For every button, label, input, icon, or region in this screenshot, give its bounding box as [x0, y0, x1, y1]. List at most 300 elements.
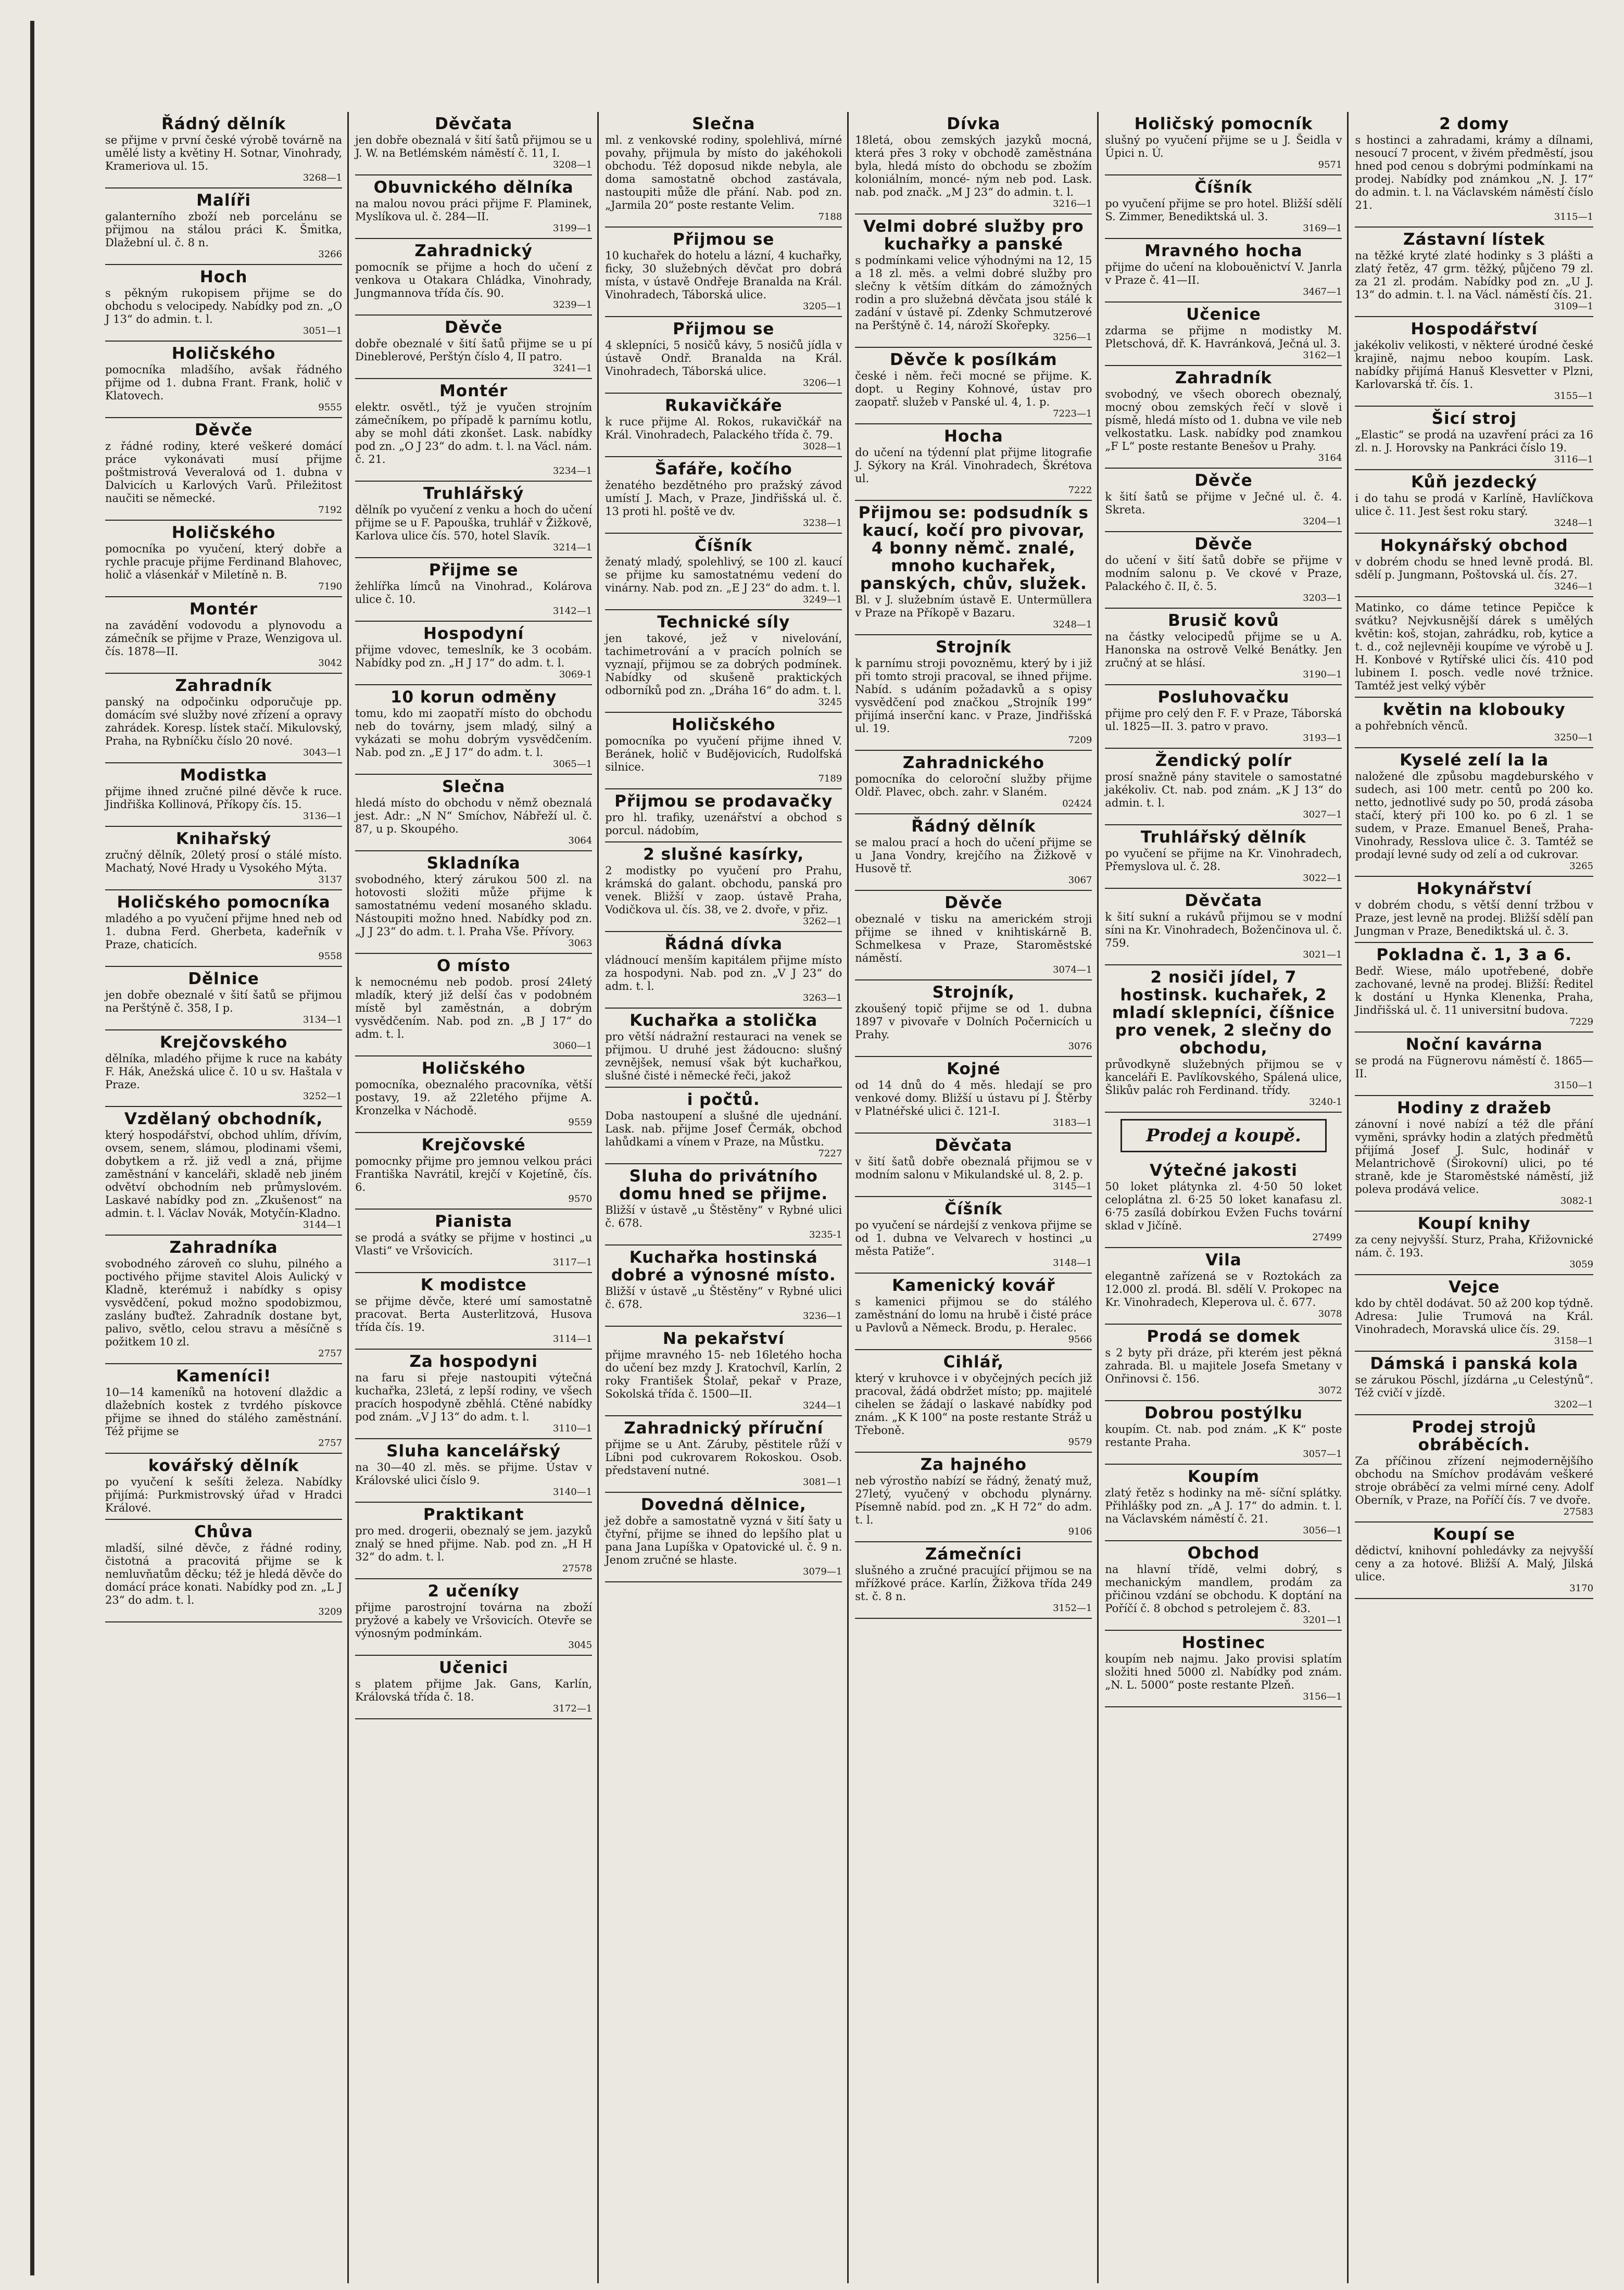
ad-title: Pianista	[435, 1212, 513, 1231]
ad-code: 9106	[1068, 1526, 1092, 1537]
classified-ad	[605, 1164, 842, 1245]
ad-title: 2 nosiči jídel, 7 hostinsk. kuchařek, 2 mladí sklepníci, číšnice pro venek, 2 slečny do obchodu,	[1112, 968, 1336, 1058]
ad-title: Přijmou se: podsudník s kaucí, kočí pro pivovar, 4 bonny němč. znalé, mnoho kuchařek, panských, chův, služek.	[858, 504, 1089, 593]
classified-ad	[105, 1107, 342, 1236]
ad-body: dělník po vyučení z venku a hoch do učení přijme se u F. Papouška, truhlář v Žižkově, Karlova ulice čís. 570, hotel Slavík.	[355, 504, 593, 542]
classified-ad	[1355, 1212, 1593, 1275]
ad-code: 3137	[318, 874, 343, 885]
ad-body: ml. z venkovské rodiny, spolehlivá, mírné povahy, přijmula by místo do jakéhokoli obchodu. Též doposud nikde nebyla, ale doma samostatně obchod zastávala, nastoupiti může dle přání. Nab. pod zn. „Jarmila 20“ poste restante Velim.	[605, 134, 842, 211]
classified-ad	[605, 112, 842, 228]
ad-code: 02424	[1062, 798, 1092, 809]
ad-code: 27578	[562, 1563, 593, 1574]
ad-body: 4 sklepníci, 5 nosičů kávy, 5 nosičů jídla v ústavě Ondř. Branalda na Král. Vinohradech, Táborská ulice.	[605, 339, 842, 378]
ad-title: Holičského	[171, 523, 276, 542]
ad-body: se přijme děvče, které umí samostatně pracovat. Berta Austerlitzová, Husova třída čís. 19.	[355, 1295, 593, 1333]
ad-body: přijme do učení na klobouěnictví V. Janrla v Praze č. 41—II.	[1105, 261, 1342, 286]
ad-title: Zahradník	[1175, 369, 1273, 387]
ad-title: Vila	[1205, 1251, 1242, 1269]
classified-ad	[105, 597, 342, 674]
ad-title: Chůva	[194, 1523, 254, 1541]
ad-title: Děvče	[444, 318, 503, 337]
ad-code: 3204—1	[1303, 516, 1342, 527]
ad-title: Slečna	[692, 115, 756, 133]
ad-body: jen takové, jež v nivelování, tachimetrování a v pracích polních se vyznají, přijmou se za dobrých podmínek. Nabídky od skušeně praktických odborníků pod zn. „Dráha 16“ do adm. t. l.	[605, 632, 842, 697]
ad-title: Přijmou se prodavačky	[614, 792, 833, 811]
classified-ad	[1105, 1631, 1342, 1707]
ad-title: Rukavičkáře	[664, 396, 783, 415]
ad-title: Posluhovačku	[1157, 688, 1290, 707]
ad-title: Zástavní lístek	[1403, 230, 1545, 249]
classified-ad	[1105, 112, 1342, 175]
classified-ad	[1105, 1159, 1342, 1248]
ad-title: Na pekařství	[662, 1329, 785, 1348]
ad-body: Matinko, co dáme tetince Pepičce k svátku? Nejvkusnější dárek s umělých květin: koš, stojan, zahrádku, rob, kytice a t. d., což nejlevněji koupíme ve výrobě u J. H. Konbové v Rytířské ulici čís. 410 pod lubinem I. posch. vedle nové tržnice. Tamtéž jest velký výběr	[1355, 601, 1594, 692]
ad-code: 3203—1	[1303, 593, 1342, 603]
ad-code: 3057—1	[1303, 1449, 1342, 1459]
ad-body: svobodného, který zárukou 500 zl. na hotovosti složiti může přijme k samostatnému vedení mosaného skladu. Nástoupiti možno hned. Nabídky pod zn. „J J 23“ do adm. t. l. Praha Vše. Přívory.	[355, 873, 593, 938]
ad-body: od 14 dnů do 4 měs. hledají se pro venkové domy. Bližší u ústavu pí J. Štěrby v Platnéřské ulici č. 121-I.	[855, 1079, 1092, 1117]
ad-code: 9558	[318, 951, 343, 962]
ad-title: Dívka	[947, 115, 1001, 133]
ad-title: Holičský pomocník	[1134, 115, 1313, 133]
ad-body: za ceny nejvyšší. Sturz, Praha, Křižovnické nám. č. 193.	[1355, 1234, 1594, 1259]
ad-body: na faru si přeje nastoupiti výtečná kuchařka, 23letá, z lepší rodiny, ve všech pracích hospodyně zběhlá. Ctěné nabídky pod znám. „V J 13“ do adm. t. l.	[355, 1372, 593, 1423]
classified-ad	[355, 558, 592, 622]
ad-body: na 30—40 zl. měs. se přijme. Ústav v Královské ulici číslo 9.	[355, 1461, 593, 1487]
ad-title: Strojník,	[932, 983, 1015, 1002]
ad-title: Prodá se domek	[1147, 1327, 1301, 1346]
ad-body: žehlířka límců na Vinohrad., Kolárova ulice č. 10.	[355, 580, 593, 606]
ad-code: 3170	[1569, 1583, 1594, 1594]
classified-ad	[1355, 1415, 1593, 1523]
classified-ad	[355, 112, 592, 175]
ad-title: Vejce	[1449, 1278, 1500, 1297]
ad-title: Malíři	[196, 191, 251, 210]
column-1	[99, 112, 349, 2283]
ad-body: přijme parostrojní továrna na zboží pryžové a kabely ve Vršovicích. Otevře se výnosným podmínkám.	[355, 1601, 593, 1640]
ad-code: 3051—1	[303, 325, 343, 336]
page-edge-shadow	[30, 21, 34, 2275]
ad-title: Žendický polír	[1155, 751, 1292, 770]
classified-ad	[605, 1493, 842, 1582]
ad-code: 3193—1	[1303, 733, 1342, 744]
ad-code: 3208—1	[552, 159, 593, 170]
ad-code: 3059	[1569, 1259, 1594, 1270]
classified-ad	[855, 814, 1092, 891]
classified-ad	[855, 1453, 1092, 1542]
ad-body: jakékoliv velikosti, v některé úrodné české krajině, najmu neboo koupím. Lask. nabídky přijímá Hanuš Klesvetter v Plzni, Karlovarská tř. čís. 1.	[1355, 339, 1594, 391]
classified-ad	[1355, 407, 1593, 470]
ad-body: obeznalé v tisku na americkém stroji přijme se ihned v knihtiskárně B. Schmelkesa v Praze, Staroměstské náměstí.	[855, 913, 1092, 964]
ad-body: k nemocnému neb podob. prosí 24letý mladík, který již delší čas v podobném místě byl zaměstnán, a dobrým vysvědčením. Nab. pod zn. „B J 17“ do adm. t. l.	[355, 976, 593, 1040]
ad-title: Hospodářství	[1411, 320, 1538, 338]
ad-title: Sluha kancelářský	[386, 1442, 561, 1461]
ad-title: Kuchařka hostinská dobré a výnosné místo.	[611, 1248, 836, 1285]
ad-body: se přijme v první české výrobě továrně na umělé listy a květiny H. Sotnar, Vinohrady, Krameriova ul. 15.	[105, 134, 343, 172]
ad-code: 3169—1	[1303, 223, 1342, 234]
classified-ad	[105, 521, 342, 597]
classified-ad	[355, 482, 592, 558]
ad-body: který hospodářství, obchod uhlím, dřívím, ovsem, senem, slámou, plodinami všemi, dobytkem a rž. již vedl a zná, přijme zaměstnání v kanceláři, skladě neb jiném odvětví obchodním neb průmyslovém. Laskavé nabídky pod zn. „Zkušenost“ na admin. t. l. Václav Novák, Motyčín-Kladno.	[105, 1129, 343, 1219]
ad-title: Kameníci!	[175, 1367, 272, 1386]
classified-ad	[855, 1274, 1092, 1350]
classified-ad	[105, 342, 342, 418]
ad-body: i do tahu se prodá v Karlíně, Havlíčkova ulice č. 11. Jest šest roku starý.	[1355, 492, 1594, 518]
ad-code: 3116—1	[1554, 454, 1594, 465]
ad-body: tomu, kdo mi zaopatří místo do obchodu neb do továrny, jsem mladý, silný a vykázati se mohu dobrým vysvědčením. Nab. pod zn. „E J 17“ do adm. t. l.	[355, 707, 593, 759]
ad-title: Holičského	[421, 1059, 526, 1078]
ad-code: 9555	[318, 402, 343, 413]
classified-ad	[1105, 1541, 1342, 1631]
classified-ad	[605, 932, 842, 1009]
classified-ad	[1355, 698, 1593, 748]
ad-body: „Elastic“ se prodá na uzavření práci za 16 zl. n. J. Horovsky na Pankráci číslo 19.	[1355, 429, 1594, 454]
ad-code: 7189	[818, 773, 842, 784]
ad-body: pro med. drogerii, obeznalý se jem. jazyků znalý se hned přijme. Nab. pod zn. „H H 32“ do adm. t. l.	[355, 1525, 593, 1563]
ad-body: s 2 byty při dráze, při kterém jest pěkná zahrada. Bl. u majitele Josefa Smetany v Onřinovsi č. 156.	[1105, 1347, 1342, 1385]
ad-code: 3467—1	[1303, 286, 1342, 297]
ad-title: Kamenický kovář	[892, 1276, 1055, 1295]
ad-title: Přijmou se	[673, 230, 775, 249]
ad-body: na malou novou práci přijme F. Plaminek, Myslíkova ul. č. 284—II.	[355, 197, 593, 223]
classified-ad	[355, 775, 592, 851]
ad-title: Kůň jezdecký	[1411, 473, 1538, 492]
classified-ad	[1105, 1401, 1342, 1465]
classified-ad	[855, 1542, 1092, 1619]
ad-title: Holičského	[171, 344, 276, 363]
ad-title: Řádný dělník	[161, 115, 286, 133]
ad-body: v šití šatů dobře obeznalá přijmou se v modním salonu v Mikulandské ul. 8, 2. p.	[855, 1155, 1092, 1181]
ad-title: Slečna	[442, 777, 506, 796]
ad-body: se prodá a svátky se přijme v hostinci „u Vlasti“ ve Vršovicích.	[355, 1231, 593, 1257]
classified-ad	[855, 635, 1092, 751]
ad-body: zlatý řetěz s hodinky na mě- síční splátky. Přihlášky pod zn. „A J. 17“ do admin. t. l. na Václavském náměstí č. 21.	[1105, 1487, 1342, 1525]
ad-title: Děvčata	[435, 115, 513, 133]
classified-ad	[605, 713, 842, 789]
ad-code: 9566	[1068, 1334, 1092, 1345]
ad-code: 3064	[568, 835, 593, 846]
ad-body: k šití šatů se přijme v Ječné ul. č. 4. Skreta.	[1105, 490, 1342, 516]
ad-code: 3246—1	[1554, 581, 1594, 592]
ad-code: 27583	[1563, 1506, 1594, 1517]
classified-ad	[855, 891, 1092, 980]
ad-title: Modistka	[180, 766, 268, 785]
ad-title: Děvčata	[935, 1136, 1013, 1155]
ad-body: na hlavní třídě, velmi dobrý, s mechanickým mandlem, prodám za přičinou vzdání se obchodu. K doptání na Poříčí č. 8 obchod s petrolejem č. 83.	[1105, 1563, 1342, 1615]
classified-ad	[105, 827, 342, 890]
classified-ad	[105, 418, 342, 521]
ad-code: 3027—1	[1303, 809, 1342, 820]
classified-ad	[1105, 532, 1342, 609]
ad-code: 3250—1	[1554, 732, 1594, 743]
ad-title: Přijmou se	[673, 320, 775, 338]
classified-ad	[1355, 317, 1593, 407]
ad-title: Šicí stroj	[1431, 409, 1517, 428]
ad-body: koupím neb najmu. Jako provisi splatím složiti hned 5000 zl. Nabídky pod znám. „N. L. 5000“ poste restante Plzeň.	[1105, 1653, 1342, 1691]
ad-code: 3248—1	[1053, 619, 1092, 630]
classified-ad	[105, 1364, 342, 1454]
column-6	[1349, 112, 1598, 2283]
ad-body: pomocníka do celoroční služby přijme Oldř. Plavec, obch. zahr. v Slaném.	[855, 773, 1092, 798]
ad-code: 3081—1	[803, 1477, 842, 1488]
ad-code: 3109—1	[1554, 301, 1594, 312]
ad-body: pomocníka po vyučení, který dobře a rychle pracuje přijme Ferdinand Blahovec, holič a vlásenkář v Miletíně n. B.	[105, 543, 343, 581]
classified-ad	[855, 1350, 1092, 1453]
classified-ad	[1355, 228, 1593, 317]
ad-body: s kamenici přijmou se do stálého zaměstnání do lomu na hrubě i čisté práce u Pavlovů a Německ. Brodu, p. Heralec.	[855, 1295, 1092, 1334]
ad-body: v dobrém chodu se hned levně prodá. Bl. sdělí p. Jungmann, Poštovská ul. čís. 27.	[1355, 556, 1594, 581]
ad-title: Přijme se	[429, 561, 519, 580]
ad-title: Holičského pomocníka	[117, 893, 331, 912]
ad-title: Truhlářský dělník	[1140, 828, 1307, 847]
classified-ad	[605, 1327, 842, 1416]
classified-ad	[105, 967, 342, 1030]
ad-title: Děvče	[1194, 471, 1253, 490]
classified-ad	[1105, 609, 1342, 685]
ad-title: Koupí knihy	[1417, 1214, 1531, 1233]
ad-body: ženatého bezdětného pro pražský závod umístí J. Mach, v Praze, Jindřišská ul. č. 13 proti hl. poště ve dv.	[605, 479, 842, 518]
ad-title: Hokynářství	[1416, 879, 1532, 898]
ad-code: 3042	[318, 658, 343, 669]
classified-ad	[1355, 1352, 1593, 1415]
ad-title: Šafáře, kočího	[654, 460, 792, 479]
ad-title: Mravného hocha	[1144, 242, 1303, 260]
ad-code: 3190—1	[1303, 669, 1342, 680]
ad-body: zdarma se přijme n modistky M. Pletschová, dř. K. Havránková, Ječná ul. 3.	[1105, 324, 1342, 350]
ad-title: Zahradníka	[169, 1238, 278, 1257]
classified-ad	[355, 1210, 592, 1273]
ad-title: Pokladna č. 1, 3 a 6.	[1376, 946, 1572, 964]
ad-code: 3158—1	[1554, 1336, 1594, 1347]
ad-title: Za hospodyni	[409, 1352, 538, 1371]
ad-code: 3134—1	[303, 1014, 343, 1025]
ad-code: 3268—1	[303, 172, 343, 183]
ad-code: 3248—1	[1554, 518, 1594, 529]
ad-code: 7227	[818, 1148, 842, 1159]
ad-code: 3043—1	[303, 747, 343, 758]
ad-code: 3266	[318, 249, 343, 260]
ad-body: k parnímu stroji povozněmu, který by i již při tomto stroji pracoval, se ihned přijme. Nabíd. s udáním požadavků a s opisy vysvědčení pod značkou „Strojník 199“ přijímá inserční kanc. v Praze, Jindřišská ul. 19.	[855, 657, 1092, 735]
classified-ad	[105, 188, 342, 265]
ad-code: 7209	[1068, 735, 1092, 746]
classified-ad	[355, 851, 592, 954]
section-banner: Prodej a koupě.	[1121, 1119, 1327, 1152]
ad-title: Děvče	[194, 421, 253, 439]
ad-code: 3145—1	[1053, 1181, 1092, 1192]
classified-ad	[1105, 1325, 1342, 1401]
ad-title: Prodej strojů obráběcích.	[1412, 1418, 1537, 1454]
ad-title: Montér	[189, 600, 258, 619]
classified-ad	[1355, 1033, 1593, 1096]
ad-body: na částky velocipedů přijme se u A. Hanonska na ostrově Velké Benátky. Jen zručný at se hlásí.	[1105, 631, 1342, 669]
ad-code: 2757	[318, 1348, 343, 1359]
ad-body: k šití sukní a rukávů přijmou se v modní síni na Kr. Vinohradech, Boženčinova ul. č. 759.	[1105, 911, 1342, 949]
ad-code: 3236—1	[803, 1311, 842, 1322]
ad-body: po vyučení k sešíti železa. Nabídky přijímá: Purkmistrovský úřad v Hradci Králové.	[105, 1476, 343, 1514]
ad-body: po vyučení se přijme na Kr. Vinohradech, Přemyslova ul. č. 28.	[1105, 847, 1342, 873]
classified-ad	[355, 316, 592, 379]
classified-ad	[605, 534, 842, 610]
ad-body: pomocníka mladšího, avšak řádného přijme od 1. dubna Frant. Frank, holič v Klatovech.	[105, 363, 343, 402]
ad-title: Hocha	[944, 427, 1003, 446]
ad-title: 2 učeníky	[427, 1582, 520, 1601]
ad-title: Kojné	[947, 1060, 1001, 1078]
classified-ad	[1105, 366, 1342, 469]
ad-title: Knihařský	[175, 829, 272, 848]
classified-ad	[855, 751, 1092, 814]
ad-body: dělníka, mladého přijme k ruce na kabáty F. Hák, Anežská ulice č. 10 u sv. Haštala v Praze.	[105, 1052, 343, 1091]
ad-code: 3238—1	[803, 518, 842, 529]
ad-body: který v kruhovce i v obyčejných pecích již pracoval, žádá obdržet místo; pp. majitelé cihelen se žádají o laskavé nabídky pod znám. „K K 100“ na poste restante Stráž u Třeboně.	[855, 1372, 1092, 1437]
ad-title: Dobrou postýlku	[1144, 1404, 1303, 1423]
ad-body: ženatý mladý, spolehlivý, se 100 zl. kaucí se přijme ku samostatnému vedení do vinárny. Nab. pod zn. „E J 23“ do adm. t. l.	[605, 556, 842, 594]
ad-code: 3249—1	[803, 594, 842, 605]
ad-code: 3252—1	[303, 1091, 343, 1102]
ad-code: 3028—1	[803, 441, 842, 452]
ad-code: 3241—1	[552, 363, 593, 374]
classified-ad	[355, 175, 592, 239]
ad-title: Koupím	[1187, 1467, 1260, 1486]
ad-body: dědictví, knihovní pohledávky za nejvyšší ceny a za hotové. Bližší A. Malý, Jilská ulice.	[1355, 1544, 1594, 1583]
classified-ad	[355, 954, 592, 1056]
classified-ad	[1355, 597, 1593, 698]
ad-code: 3150—1	[1554, 1080, 1594, 1091]
ad-body: k ruce přijme Al. Rokos, rukavičkář na Král. Vinohradech, Palackého třída č. 79.	[605, 416, 842, 441]
classified-ad	[355, 1503, 592, 1579]
ad-title: Řádná dívka	[664, 935, 783, 953]
classified-ad	[1105, 685, 1342, 749]
classified-ad	[605, 457, 842, 534]
classified-ad	[1105, 1248, 1342, 1325]
column-4	[849, 112, 1099, 2283]
classified-ad	[355, 1656, 592, 1719]
column-5	[1099, 112, 1349, 2283]
classified-ad	[1105, 749, 1342, 825]
ad-title: Velmi dobré služby pro kuchařky a panské	[863, 217, 1084, 254]
ad-code: 3045	[568, 1640, 593, 1651]
ad-title: Hostinec	[1181, 1633, 1266, 1652]
classified-ad	[1355, 748, 1593, 877]
classified-ad	[355, 685, 592, 775]
ad-body: Bl. v J. služebním ústavě E. Untermüllera v Praze na Příkopě v Bazaru.	[855, 594, 1092, 619]
classified-ad	[355, 1056, 592, 1133]
ad-code: 27499	[1312, 1232, 1342, 1243]
ad-title: Truhlářský	[423, 484, 524, 503]
classified-ad	[355, 622, 592, 685]
ad-title: Sluha do privátního domu hned se přijme.	[619, 1167, 828, 1203]
ad-body: do učení v šití šatů dobře se přijme v modním salonu p. Ve ckové v Praze, Palackého č. II, č. 5.	[1105, 554, 1342, 593]
ad-body: přijme se u Ant. Záruby, pěstitele růží v Líbni pod cukrovarem Rokoskou. Osob. představení nutné.	[605, 1438, 842, 1477]
classified-ad	[1105, 469, 1342, 532]
ad-body: 10 kuchařek do hotelu a lázní, 4 kuchařky, ficky, 30 služebných děvčat pro dobrá místa, v ústavě Ondřeje Branalda na Král. Vinohradech, Táborská ulice.	[605, 249, 842, 301]
classified-ad	[605, 394, 842, 457]
ad-body: zručný dělník, 20letý prosí o stálé místo. Machatý, Nové Hrady u Vysokého Mýta.	[105, 849, 343, 874]
ad-title: Obuvnického dělníka	[373, 178, 574, 197]
column-2	[349, 112, 599, 2283]
ad-code: 3072	[1318, 1385, 1342, 1396]
ad-body: s podmínkami velice výhodnými na 12, 15 a 18 zl. měs. a velmi dobré služby pro slečny k větším dítkám do zámožných rodin a pro služebná děvčata jsou stálé k zadání v ústavě pí. Zdenky Schmutzerové na Perštýně č. 14, nároží Skořepky.	[855, 254, 1092, 332]
ad-code: 3076	[1068, 1041, 1092, 1052]
ad-code: 7188	[818, 211, 842, 222]
ad-code: 7222	[1068, 485, 1092, 496]
ad-title: 10 korun odměny	[390, 688, 557, 707]
ad-code: 3074—1	[1053, 964, 1092, 975]
ad-code: 7190	[318, 581, 343, 592]
classified-ad	[1355, 1523, 1593, 1599]
ad-code: 9559	[568, 1117, 593, 1128]
ad-body: na zavádění vodovodu a plynovodu a zámečník se přijme v Praze, Wenzigova ul. čís. 1878—II.	[105, 619, 343, 658]
ad-title: Vzdělaný obchodník,	[124, 1110, 323, 1128]
ad-code: 3117—1	[552, 1257, 593, 1268]
ad-code: 3136—1	[303, 811, 343, 822]
ad-body: elegantně zařízená se v Roztokách za 12.000 zl. prodá. Bl. sdělí V. Prokopec na Kr. Vinohradech, Kleperova ul. č. 677.	[1105, 1270, 1342, 1308]
ad-title: Cihlář,	[943, 1353, 1004, 1372]
ad-title: Krejčovského	[159, 1033, 288, 1052]
ad-body: naložené dle způsobu magdeburského v sudech, asi 100 metr. centů po 200 ko. netto, jednotlivé sudy po 50, prodá zásoba stačí, který při 100 ko. po 6 zl. 1 se sudem, v Praze. Emanuel Beneš, Praha-Vinohrady, Resslova ulice č. 3. Tamtéž se prodají levné sudy od zelí a od cukrovar.	[1355, 770, 1594, 861]
classified-ad	[1355, 1275, 1593, 1352]
ad-code: 3114—1	[552, 1333, 593, 1344]
ad-body: 10—14 kameníků na hotovení dlaždic a dlažebních kostek z tvrdého pískovce přijme se ihned do stálého zaměstnání. Též přijme se	[105, 1386, 343, 1438]
ad-body: Doba nastoupení a slušné dle ujednání. Lask. nab. přijme Josef Čermák, obchod lahůdkami a vínem v Praze, na Můstku.	[605, 1110, 842, 1148]
classified-ad	[1355, 877, 1593, 943]
ad-body: jež dobře a samostatně vyzná v šití šaty u čtyřní, přijme se ihned do lepšího plat u pana Jana Lupíška v Opatovické ul. č. 9 n. Jenom zručné se hlaste.	[605, 1515, 842, 1566]
classified-ad	[105, 1236, 342, 1364]
ad-body: svobodného zároveň co sluhu, pilného a poctivého přijme stavitel Alois Aulický v Kladně, kterémuž i nabídky s opisy vysvědčení, pokud možno spodobizmou, zaslány buďtež. Zahradník dostane byt, palivo, světlo, celou stravu a měsíčně s požitkem 10 zl.	[105, 1257, 343, 1348]
ad-body: jen dobře obeznalá v šití šatů přijmou se u J. W. na Betlémském náměstí č. 11, I.	[355, 134, 593, 159]
classified-ad	[1355, 534, 1593, 597]
ad-body: vládnoucí menším kapitálem přijme místo za hospodyni. Nab. pod zn. „V J 23“ do adm. t. l.	[605, 954, 842, 992]
classified-ad	[1105, 1465, 1342, 1541]
ad-title: 2 slušné kasírky,	[643, 845, 804, 864]
classified-ad	[1105, 965, 1342, 1113]
ad-body: koupím. Ct. nab. pod znám. „K K“ poste restante Praha.	[1105, 1423, 1342, 1449]
classified-ad	[105, 112, 342, 188]
classified-ad	[105, 265, 342, 342]
ad-body: Bližší v ústavě „u Štěstěny“ v Rybné ulici č. 678.	[605, 1285, 842, 1311]
ad-code: 9579	[1068, 1437, 1092, 1448]
ad-title: O místo	[436, 957, 511, 975]
classified-ad	[355, 1579, 592, 1656]
ad-code: 3216—1	[1053, 198, 1092, 209]
ad-body: hledá místo do obchodu v němž obeznalá jest. Adr.: „N N“ Smíchov, Nábřeží ul. č. 87, u p. Skoupého.	[355, 797, 593, 835]
ad-body: Bedř. Wiese, málo upotřebené, dobře zachované, levně na prodej. Bližší: Ředitel k dostání u Hynka Klenenka, Praha, Jindřišská ul. č. 11 universitní budova.	[1355, 965, 1594, 1016]
classified-ad	[855, 348, 1092, 424]
column-3	[599, 112, 849, 2283]
ad-title: Technické síly	[657, 613, 790, 632]
ad-body: elektr. osvětl., týž je vyučen strojním zámečníkem, po případě k parnímu kotlu, aby se mohl dáti zkonšet. Lask. nabídky pod zn. „O J 23“ do adm. t. l. na Václ. nám. č. 21.	[355, 401, 593, 465]
ad-body: pomocníka po vyučení přijme ihned V. Beránek, holič v Budějovicích, Rudolfská silnice.	[605, 735, 842, 773]
classified-ad	[1355, 112, 1593, 228]
ad-code: 3156—1	[1303, 1691, 1342, 1702]
classified-ad	[605, 1416, 842, 1493]
ad-body: po vyučení se nárdejší z venkova přijme se od 1. dubna ve Velvarech v hostinci „u města Patiže“.	[855, 1219, 1092, 1257]
ad-body: pro hl. trafiky, uzenářství a obchod s porcul. nádobím,	[605, 811, 842, 837]
classified-ad	[1355, 943, 1593, 1033]
ad-title: Kuchařka a stolička	[630, 1011, 818, 1030]
classified-ad	[105, 1454, 342, 1520]
ad-body: po vyučení přijme se pro hotel. Bližší sdělí S. Zimmer, Benediktská ul. 3.	[1105, 197, 1342, 223]
ad-body: do učení na týdenní plat přijme litografie J. Sýkory na Král. Vinohradech, Škrétova ul.	[855, 446, 1092, 485]
classified-ad	[855, 1197, 1092, 1274]
classified-ad	[105, 890, 342, 967]
ad-body: Bližší v ústavě „u Štěstěny“ v Rybné ulici č. 678.	[605, 1204, 842, 1229]
ad-title: Za hajného	[920, 1455, 1027, 1474]
ad-body: svobodný, ve všech oborech obeznalý, mocný obou zemských řečí v slově i písmě, hledá místo od 1. dubna ve vile neb velkostatku. Lask. nabídky pod znamkou „F L“ poste restante Benešov u Prahy.	[1105, 388, 1342, 452]
ad-body: přijme ihned zručné pilné děvče k ruce. Jindřiška Kollinová, Příkopy čís. 15.	[105, 785, 343, 811]
ad-body: zkoušený topič přijme se od 1. dubna 1897 v pivovaře v Dolních Počernicích u Prahy.	[855, 1002, 1092, 1041]
ad-body: slušný po vyučení přijme se u J. Šeidla v Úpici n. Ú.	[1105, 134, 1342, 159]
ad-body: s platem přijme Jak. Gans, Karlín, Královská třída č. 18.	[355, 1678, 593, 1703]
